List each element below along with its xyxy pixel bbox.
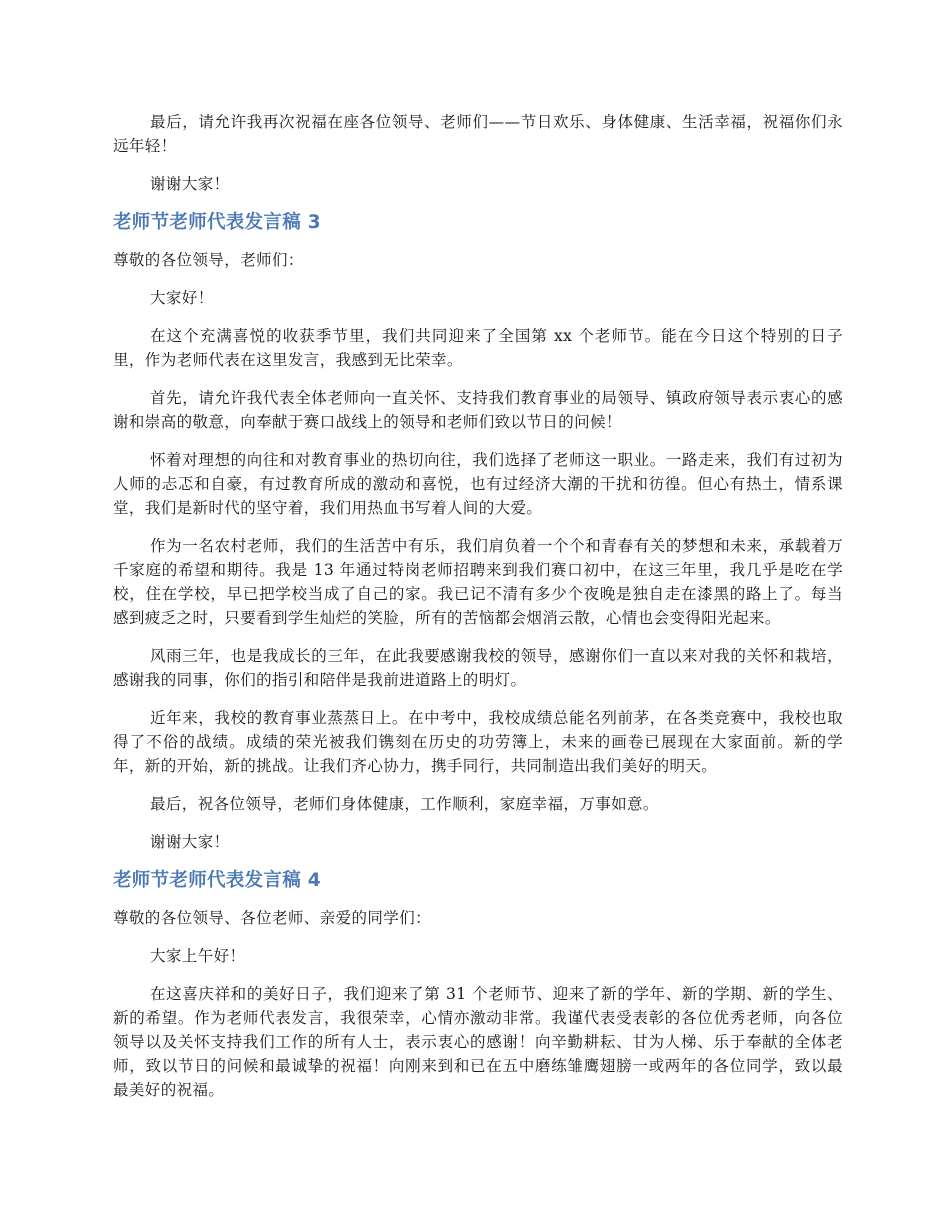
document-page: [113, 110, 843, 1116]
speech-3-paragraph: 首先，请允许我代表全体老师向一直关怀、支持我们教育事业的局领导、镇政府领导表示衷心的感谢和崇高的敬意，向奉献于赛口战线上的领导和老师们致以节日的问候！: [113, 389, 843, 431]
speech-3-paragraph: 谢谢大家！: [150, 833, 230, 851]
thanks-paragraph: 谢谢大家！: [150, 175, 230, 193]
speech-3-salutation: 尊敬的各位领导，老师们：: [113, 251, 304, 269]
speech-4-paragraph: 大家上午好！: [150, 947, 246, 965]
speech-3-paragraph: 作为一名农村老师，我们的生活苦中有乐，我们肩负着一个个和青春有关的梦想和未来，承载着万千家庭的希望和期待。我是 13 年通过特岗老师招聘来到我们赛口初中，在这三年里，我几乎是吃在学校，住在学校，早已把学校当成了自己的家。我已记不清有多少个夜晚是独自走在漆黑的路上了。每当感到疲乏之时，只要看到学生灿烂的笑脸，所有的苦恼都会烟消云散，心情也会变得阳光起来。: [113, 537, 843, 627]
speech-3-paragraph: 怀着对理想的向往和对教育事业的热切向往，我们选择了老师这一职业。一路走来，我们有过初为人师的忐忑和自豪，有过教育所成的激动和喜悦，也有过经济大潮的干扰和彷徨。但心有热土，情系课堂，我们是新时代的坚守着，我们用热血书写着人间的大爱。: [113, 451, 843, 517]
speech-3-heading: 老师节老师代表发言稿 3: [113, 212, 321, 233]
closing-wishes-paragraph: 最后，请允许我再次祝福在座各位领导、老师们——节日欢乐、身体健康、生活幸福，祝福你们永远年轻！: [113, 113, 843, 155]
speech-3-paragraph: 近年来，我校的教育事业蒸蒸日上。在中考中，我校成绩总能名列前茅，在各类竞赛中，我校也取得了不俗的战绩。成绩的荣光被我们镌刻在历史的功劳簿上，未来的画卷已展现在大家面前。新的学年，新的开始，新的挑战。让我们齐心协力，携手同行，共同制造出我们美好的明天。: [113, 709, 843, 775]
speech-4-salutation: 尊敬的各位领导、各位老师、亲爱的同学们：: [113, 909, 432, 927]
speech-3-paragraph: 在这个充满喜悦的收获季节里，我们共同迎来了全国第 xx 个老师节。能在今日这个特别的日子里，作为老师代表在这里发言，我感到无比荣幸。: [113, 327, 843, 369]
speech-4-paragraph: 在这喜庆祥和的美好日子，我们迎来了第 31 个老师节、迎来了新的学年、新的学期、新的学生、新的希望。作为老师代表发言，我很荣幸，心情亦激动非常。我谨代表受表彰的各位优秀老师，向各位领导以及关怀支持我们工作的所有人士，表示衷心的感谢！向辛勤耕耘、甘为人梯、乐于奉献的全体老师，致以节日的问候和最诚挚的祝福！向刚来到和已在五中磨练雏鹰翅膀一或两年的各位同学，致以最最美好的祝福。: [113, 985, 843, 1099]
speech-3-paragraph: 风雨三年，也是我成长的三年，在此我要感谢我校的领导，感谢你们一直以来对我的关怀和栽培，感谢我的同事，你们的指引和陪伴是我前进道路上的明灯。: [113, 647, 843, 689]
speech-4-heading: 老师节老师代表发言稿 4: [113, 870, 321, 891]
speech-3-paragraph: 最后，祝各位领导，老师们身体健康，工作顺利，家庭幸福，万事如意。: [150, 795, 659, 813]
speech-3-paragraph: 大家好！: [150, 289, 214, 307]
